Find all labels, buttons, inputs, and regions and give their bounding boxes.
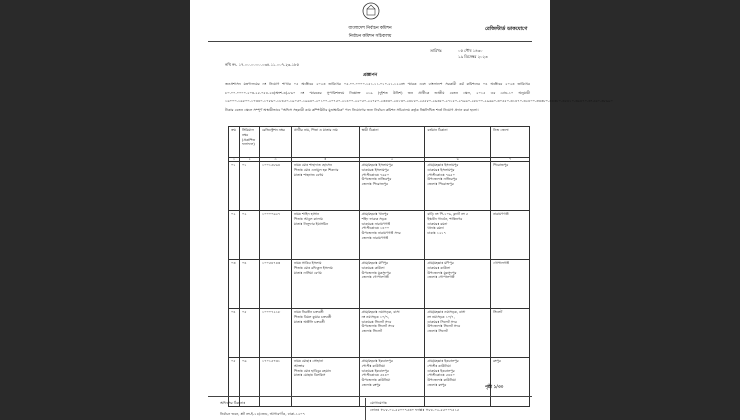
cell-name: নামঃ মোঃ শাহাদাত হোসেন পিতাঃ মোঃ এনামুল হক শিকদার মাতাঃ শাহনাজ বেগম	[291, 162, 359, 211]
cell-present-address: গ্রাম/মহল্লাঃ ইসলামপুর ডাকঘরঃ ইসলামপুর পোস্টকোডঃ ৭৬৫০ উপজেলাঃ নাজিরপুর জেলাঃ পিরোজপুর	[425, 162, 491, 211]
footer-contact-label: যোগাযোগঃ	[370, 401, 387, 405]
cell-name: নামঃ নিরঞ্জন চক্রবর্তী পিতাঃ বিমল কুমার চক্রবর্তী মাতাঃ অঞ্জলি চক্রবর্তী	[291, 309, 359, 358]
header-divider	[208, 41, 532, 42]
cell-registration: ১০০০০৬২৭	[259, 211, 291, 260]
cell-registration: ১৭০১৫৭৩১	[259, 358, 291, 407]
subject-title: প্রজ্ঞাপন	[362, 73, 378, 78]
column-header: বর্তমান ঠিকানা	[425, 127, 491, 158]
cell-home-district: রংপুর	[491, 358, 530, 407]
cell-serial: ০১	[229, 162, 240, 211]
cell-permanent-address: গ্রাম/মহল্লাঃ ইকবালপুর পোস্টঃ কাউনিয়া ডাকঘরঃ ইকবালপুর পোস্টকোডঃ ৫৪৪০ উপজেলাঃ কাউনিয়া জেলাঃ রংপুর	[359, 358, 425, 407]
table-row	[229, 309, 530, 358]
footer-divider	[208, 396, 532, 397]
cell-registration: ১০০১৫৮৬৪	[259, 162, 291, 211]
page-number: পৃষ্ঠা ১/৩০	[485, 385, 504, 390]
column-header: রেজিস্ট্রেশন নম্বর	[259, 127, 291, 158]
column-header: সিরিয়াল নম্বর (প্রকাশিত ফলাফল)	[239, 127, 259, 158]
cell-permanent-address: গ্রাম/মহল্লাঃ খানপুর শহিদ ফারুক সড়ক ডাকঘরঃ নারায়ণগঞ্জ পোস্টকোডঃ ১৪০০ উপজেলাঃ নারায়ণগঞ্জ সদর জেলাঃ নারায়ণগঞ্জ	[359, 211, 425, 260]
cell-serial: ০৫	[229, 358, 240, 407]
cell-home-district: গোপালগঞ্জ	[491, 260, 530, 309]
date-gregorian: ১৯ ডিসেম্বর ২০২৩	[458, 54, 488, 59]
footer-address-label: অফিসের ঠিকানাঃ	[220, 401, 246, 405]
body-paragraph: জনপ্রশাসন মন্ত্রণালয়ের নং নিয়োগ শাখার ০৫ অক্টোবর ২০২৩ তারিখের ০৫.০০.০০০০.১৫১.১১.০১০.২১-১২২নং স্মারক এবং বাংলাদেশ সরকারী কর্ম কমিশনের ০৪ অক্টোবর ২০২৩ তারিখের ৮০.০০.০০০০.২০৩.২৫.০৫৪.২৩(অংশ-৩)-৮৬০ নং স্মারকের সুপারিশক্রমে নিম্নোক্ত ২১৯ (দুইশত উনিশ) জন প্রার্থীকে জাতীয় বেতন স্কেল, ২০১৫ এর গ্রেড-১০ অনুযায়ী ১৬০০০-১৬৫০০-১৭৩৪০-১৭৮৬০-১৮৪৫০-১৯০৫০-১৯৬৪০-২০১০০-২০৭৫০-২১৪০০-২২০৫০-২২৭৮০-২৩৪৩০-২৪১৩০-২৪৮৫০-২৫৫৮০-২৬৩৫০-২৭১৫০-২৭৯৬০-২৮৮০০-২৯৬৬০-৩০৫৫০-৩১৪৭০-৩২৪০০-৩৩৩৮০-৩৪৩৮০-৩৫৪১০-৩৬৪৭০-৩৭৫৬০-৩৮৬৯০ টাকার বেতন স্কেলে সম্পূর্ণ অস্থায়ীভাবে "অফিস সহকারী কাম কম্পিউটার মুদ্রাক্ষরিক" পদে নিয়োগের জন্য নির্বাচন কমিশন সচিবালয় কর্তৃক নিম্নলিখিত শর্তে নিয়োগ প্রদান করা হলো।	[225, 82, 613, 112]
cell-present-address: গ্রাম/মহল্লাঃ মণিপুর ডাকঘরঃ কাউলা উপজেলাঃ মুকসুদপুর জেলাঃ গোপালগঞ্জ	[425, 260, 491, 309]
column-number: ৭	[491, 158, 530, 162]
cell-name: নামঃ সাকিব ইসলাম পিতাঃ মোঃ রফিকুল ইসলাম মাতাঃ নাসিমা বেগম	[291, 260, 359, 309]
column-number: ৬	[425, 158, 491, 162]
government-emblem-icon	[361, 2, 381, 20]
table-row	[229, 260, 530, 309]
cell-registration: ১০০৫৪৭৪৩	[259, 260, 291, 309]
column-header: নিজ জেলা	[491, 127, 530, 158]
table-row	[229, 211, 530, 260]
cell-permanent-address: গ্রাম/মহল্লাঃ নয়াসড়ক, বাসা নং নয়াসড়ক ১০/৭, ডাকঘরঃ সিলেট সদর উপজেলাঃ সিলেট সদর জেলাঃ সিলেট	[359, 309, 425, 358]
document-page	[190, 0, 613, 420]
column-number: ২	[239, 158, 259, 162]
cell-home-district: নারায়ণগঞ্জ	[491, 211, 530, 260]
cell-permanent-address: গ্রাম/মহল্লাঃ মণিপুর ডাকঘরঃ কাউলা উপজেলাঃ মুকসুদপুর জেলাঃ গোপালগঞ্জ	[359, 260, 425, 309]
cell-result-serial: ০৫	[239, 309, 259, 358]
cell-name: নামঃ মোছাঃ সোহানা আক্তার পিতাঃ মোঃ হাবিবুর রহমান মাতাঃ মোছাঃ বিলকিস	[291, 358, 359, 407]
memo-reference: নথি নং- ১৭.০০.০০০০.০৩৪.১১.০০৭.২৩-১৮৫	[225, 62, 299, 67]
cell-serial: ০৩	[229, 260, 240, 309]
cell-home-district: সিলেট	[491, 309, 530, 358]
cell-result-serial: ০৬	[239, 358, 259, 407]
header-secretariat: নির্বাচন কমিশন সচিবালয়	[348, 34, 392, 39]
column-header: ক্রম	[229, 127, 240, 158]
footer-contact: ফোনঃ +৮৮-০২-৫৫০০৭৫৩০ ফ্যাক্সঃ +৮৮-০২-৫৫০০৭৫১৫	[370, 408, 460, 412]
cell-result-serial: ০২	[239, 211, 259, 260]
column-number: ৪	[291, 158, 359, 162]
cell-serial: ০২	[229, 211, 240, 260]
cell-result-serial: ০১	[239, 162, 259, 211]
cell-registration: ১০০০৭২১৮	[259, 309, 291, 358]
column-header: প্রার্থীর নাম, পিতা ও মাতার নাম	[291, 127, 359, 158]
cell-present-address: গ্রাম/মহল্লাঃ ইকবালপুর পোস্টঃ কাউনিয়া ডাকঘরঃ ইকবালপুর পোস্টকোডঃ ৫৪৪০ উপজেলাঃ কাউনিয়া জেলাঃ রংপুর	[425, 358, 491, 407]
footer-separator	[365, 398, 366, 420]
column-number: ৫	[359, 158, 425, 162]
cell-result-serial: ০৪	[239, 260, 259, 309]
cell-home-district: পিরোজপুর	[491, 162, 530, 211]
cell-present-address: বাড়ি নং পি-১০৬, ফ্ল্যাট নং ৫ ইস্কাটন গার্ডেন, শান্তিনগর ডাকঘরঃ রমনা থানাঃ রমনা ঢাকাঃ ১২১৭	[425, 211, 491, 260]
cell-permanent-address: গ্রাম/মহল্লাঃ ইসলামপুর ডাকঘরঃ ইসলামপুর পোস্টকোডঃ ৭৬৫০ উপজেলাঃ নাজিরপুর জেলাঃ পিরোজপুর	[359, 162, 425, 211]
table-header-row	[229, 127, 530, 158]
column-header: স্থায়ী ঠিকানা	[359, 127, 425, 158]
registered-post-label: রেজিস্টার্ড ডাকযোগে	[485, 26, 528, 32]
table-row	[229, 162, 530, 211]
date-label: তারিখঃ	[430, 48, 442, 53]
date-bangla: ০৫ পৌষ ১৪৩০	[458, 48, 483, 53]
column-number: ১	[229, 158, 240, 162]
footer-address: নির্বাচন ভবন, প্লট নং-ই-১৪/জেড, আগারগাঁও, ঢাকা-১২০৭	[220, 412, 305, 416]
cell-present-address: গ্রাম/মহল্লাঃ নয়াসড়ক, বাসা নং নয়াসড়ক ১০/৭, ডাকঘরঃ সিলেট সদর উপজেলাঃ সিলেট সদর জেলাঃ সিলেট	[425, 309, 491, 358]
appointee-table	[228, 126, 530, 407]
cell-name: নামঃ শাহিদ হাসান পিতাঃ আবুল কালাম মাতাঃ নিলুফার ইয়াসমিন	[291, 211, 359, 260]
column-number: ৩	[259, 158, 291, 162]
cell-serial: ০৪	[229, 309, 240, 358]
header-commission: বাংলাদেশ নির্বাচন কমিশন	[348, 26, 392, 31]
